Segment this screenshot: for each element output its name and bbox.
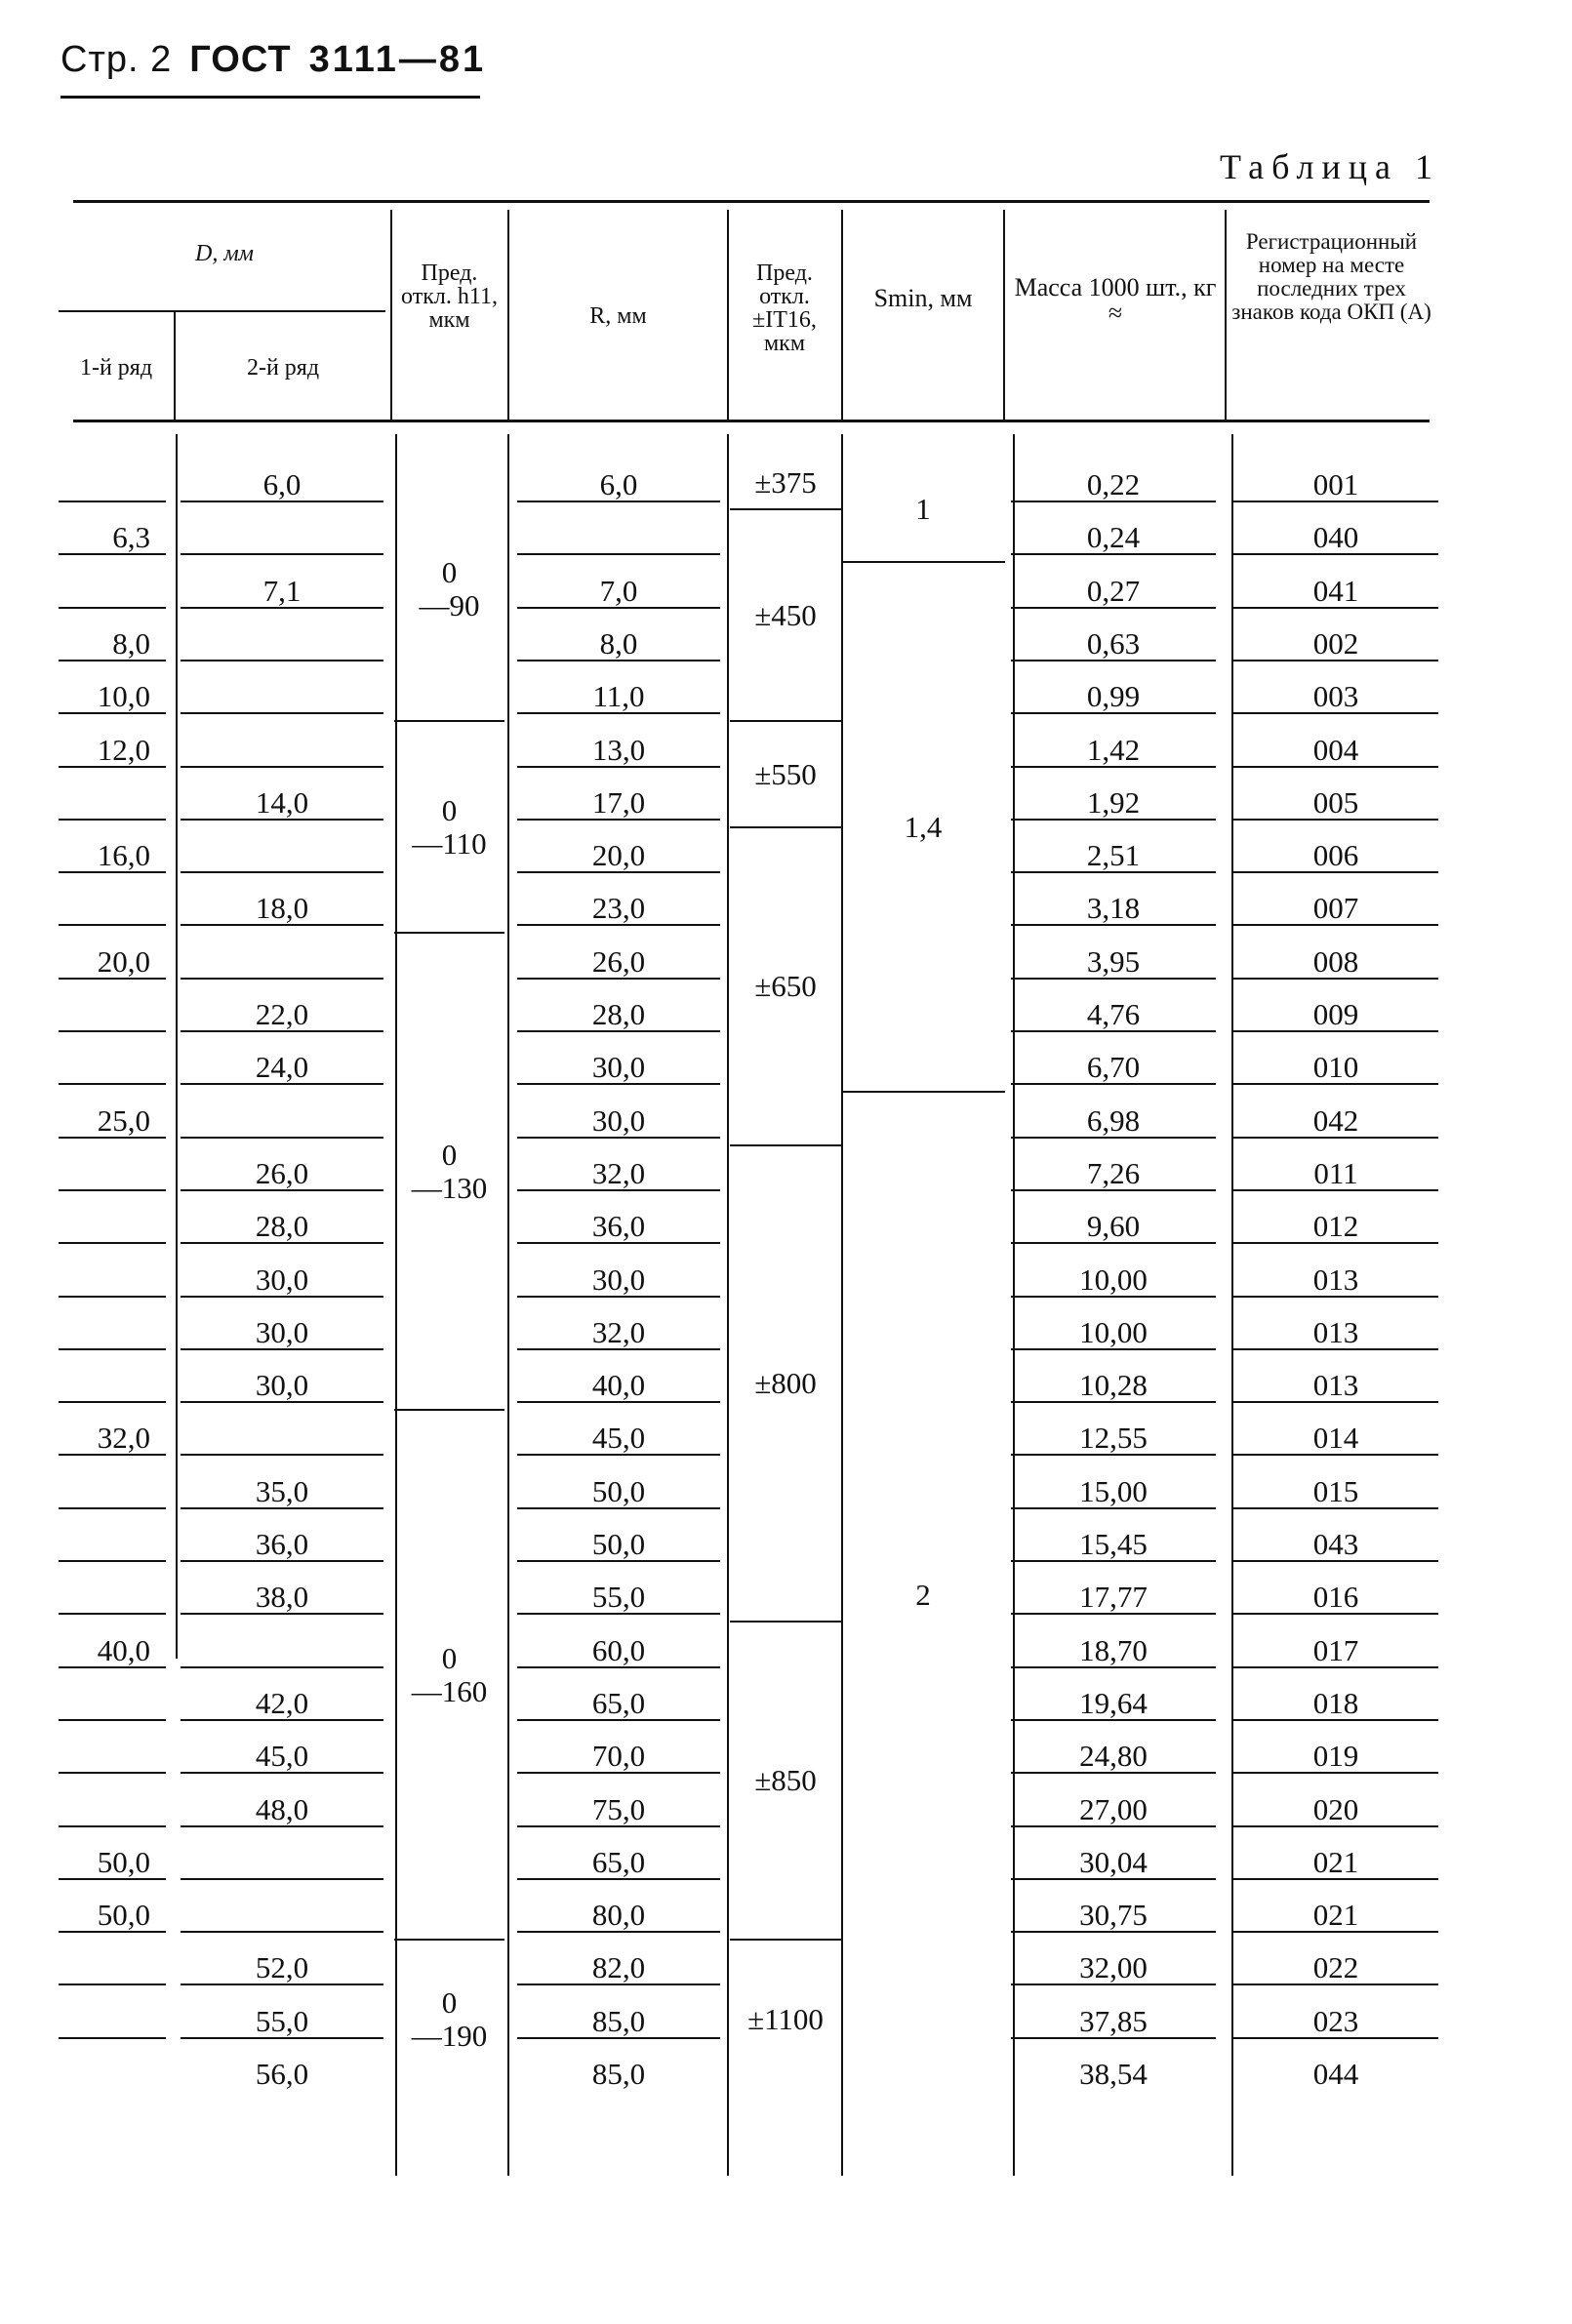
r-cell: 60,0 [517,1629,720,1668]
mass-cell: 19,64 [1011,1682,1216,1721]
page-number-label [60,39,172,81]
mass-cell: 12,55 [1011,1417,1216,1456]
header-h11: Пред. откл. h11, мкм [401,260,498,333]
r-cell: 7,0 [517,570,720,609]
r-cell: 50,0 [517,1523,720,1562]
smin-value: 2 [915,1578,931,1613]
d1-cell [59,1470,166,1509]
mass-cell: 38,54 [1079,2057,1148,2091]
r-cell: 65,0 [517,1841,720,1880]
column-divider [841,434,843,2176]
d2-cell [181,1417,383,1456]
mass-cell: 17,77 [1011,1576,1216,1615]
header-row2: 2-й ряд [246,355,320,381]
mass-cell: 0,27 [1011,570,1216,609]
d2-cell: 28,0 [181,1205,383,1244]
mass-cell: 27,00 [1011,1788,1216,1827]
h11-group [398,1411,501,1939]
it16-group [734,510,837,720]
d2-cell [181,1894,383,1933]
r-cell: 6,0 [517,463,720,502]
code-cell: 002 [1233,622,1438,661]
d2-cell: 56,0 [255,2057,309,2091]
r-cell: 13,0 [517,729,720,768]
header-reg: Регистрационный номер на месте последних трех знаков кода ОКП (А) [1231,229,1431,324]
h11-upper: 0 [441,792,458,827]
column-divider [395,434,397,2176]
mass-cell: 4,76 [1011,993,1216,1032]
column-divider [176,434,178,1659]
code-cell: 013 [1233,1364,1438,1403]
code-cell: 015 [1233,1470,1438,1509]
d-subheader-rule [59,310,385,312]
d1-cell [59,1259,166,1298]
header-divider [1225,210,1227,420]
header-row1: 1-й ряд [79,355,153,381]
r-cell: 28,0 [517,993,720,1032]
code-cell: 022 [1233,1946,1438,1985]
h11-upper: 0 [441,1984,458,2020]
standard-name: ГОСТ [189,39,292,80]
d1-cell [59,2053,166,2092]
it16-group [734,458,837,508]
r-cell: 11,0 [517,675,720,714]
d2-cell: 38,0 [181,1576,383,1615]
r-cell: 80,0 [517,1894,720,1933]
r-cell: 32,0 [517,1152,720,1191]
d2-cell: 35,0 [181,1470,383,1509]
r-cell: 65,0 [517,1682,720,1721]
d1-cell [59,1152,166,1191]
it16-value: ±375 [754,465,817,500]
mass-cell: 7,26 [1011,1152,1216,1191]
mass-cell: 10,00 [1011,1259,1216,1298]
smin-value: 1,4 [904,809,943,844]
code-cell: 001 [1233,463,1438,502]
r-cell: 75,0 [517,1788,720,1827]
h11-group [398,458,501,720]
d2-cell [181,834,383,873]
it16-value: ±550 [754,756,817,791]
d2-cell: 22,0 [181,993,383,1032]
d2-cell: 55,0 [181,2000,383,2039]
header-smin: Smin, мм [873,284,973,312]
mass-cell: 3,95 [1011,941,1216,980]
code-cell: 016 [1233,1576,1438,1615]
header-it16: Пред. откл. ±IT16, мкм [752,260,817,356]
table-head-rule [73,420,1430,422]
d1-cell [59,1046,166,1085]
d2-cell [181,622,383,661]
d2-cell: 52,0 [181,1946,383,1985]
d2-cell: 42,0 [181,1682,383,1721]
code-cell: 005 [1233,781,1438,821]
r-cell: 8,0 [517,622,720,661]
code-cell: 017 [1233,1629,1438,1668]
header-mass: Масса 1000 шт., кг ≈ [1014,273,1217,327]
page-header [60,39,486,81]
d1-cell [59,1735,166,1774]
r-cell: 26,0 [517,941,720,980]
d2-cell [181,675,383,714]
header-rule [60,96,480,99]
code-cell: 013 [1233,1311,1438,1350]
d1-cell: 10,0 [59,675,166,714]
it16-group [734,828,837,1144]
d1-cell: 50,0 [59,1894,166,1933]
mass-cell: 0,99 [1011,675,1216,714]
d1-cell [59,781,166,821]
d1-cell: 20,0 [59,941,166,980]
code-cell: 010 [1233,1046,1438,1085]
mass-cell: 6,70 [1011,1046,1216,1085]
h11-group [398,723,501,933]
mass-cell: 0,63 [1011,622,1216,661]
d1-cell [59,887,166,926]
code-cell: 021 [1233,1894,1438,1933]
code-cell: 021 [1233,1841,1438,1880]
code-cell: 020 [1233,1788,1438,1827]
d2-cell: 30,0 [181,1259,383,1298]
d2-cell: 30,0 [181,1311,383,1350]
mass-cell: 18,70 [1011,1629,1216,1668]
smin-group [845,1094,1001,2098]
code-cell: 042 [1233,1100,1438,1139]
r-cell: 17,0 [517,781,720,821]
header-divider [727,210,729,420]
code-cell: 009 [1233,993,1438,1032]
d1-cell [59,1788,166,1827]
code-cell: 004 [1233,729,1438,768]
r-cell: 45,0 [517,1417,720,1456]
d1-cell [59,2000,166,2039]
r-cell: 85,0 [517,2000,720,2039]
standard-code: 3111—81 [308,39,487,80]
it16-group [734,723,837,826]
r-cell: 30,0 [517,1259,720,1298]
page-label: Стр. [60,39,140,80]
d1-cell [59,1311,166,1350]
mass-cell: 1,42 [1011,729,1216,768]
code-cell: 014 [1233,1417,1438,1456]
smin-value: 1 [915,492,931,527]
r-cell: 70,0 [517,1735,720,1774]
d2-cell [181,729,383,768]
code-cell: 011 [1233,1152,1438,1191]
r-cell: 36,0 [517,1205,720,1244]
it16-group [734,1941,837,2098]
code-cell: 012 [1233,1205,1438,1244]
it16-value: ±1100 [747,2001,824,2036]
mass-cell: 0,22 [1011,463,1216,502]
code-cell: 013 [1233,1259,1438,1298]
h11-upper: 0 [441,554,458,589]
r-cell [517,516,720,555]
mass-cell: 0,24 [1011,516,1216,555]
r-cell: 23,0 [517,887,720,926]
header-r: R, мм [589,303,647,329]
d1-cell: 40,0 [59,1629,166,1668]
mass-cell: 24,80 [1011,1735,1216,1774]
d1-cell [59,463,166,502]
h11-lower: —130 [411,1170,488,1205]
h11-lower: —160 [411,1673,488,1708]
code-cell: 041 [1233,570,1438,609]
r-cell: 30,0 [517,1100,720,1139]
mass-cell: 30,75 [1011,1894,1216,1933]
d1-cell: 16,0 [59,834,166,873]
table-top-rule [73,200,1430,203]
mass-cell: 10,28 [1011,1364,1216,1403]
h11-lower: —110 [412,825,487,861]
d2-cell: 7,1 [181,570,383,609]
d1-cell [59,1523,166,1562]
code-cell: 008 [1233,941,1438,980]
code-cell: 044 [1312,2057,1359,2091]
r-cell: 85,0 [591,2057,646,2091]
code-cell: 018 [1233,1682,1438,1721]
smin-group [845,458,1001,561]
mass-cell: 32,00 [1011,1946,1216,1985]
mass-cell: 15,00 [1011,1470,1216,1509]
h11-lower: —190 [411,2018,488,2053]
mass-cell: 3,18 [1011,887,1216,926]
d1-cell [59,570,166,609]
mass-cell: 2,51 [1011,834,1216,873]
it16-group [734,1623,837,1940]
d1-cell [59,1364,166,1403]
mass-cell: 15,45 [1011,1523,1216,1562]
d2-cell: 6,0 [181,463,383,502]
h11-upper: 0 [441,1640,458,1675]
smin-group [845,564,1001,1092]
d1-cell [59,1682,166,1721]
d2-cell [181,1629,383,1668]
h11-lower: —90 [419,587,480,622]
d1-cell: 12,0 [59,729,166,768]
d2-cell: 18,0 [181,887,383,926]
d1-cell: 8,0 [59,622,166,661]
d1-cell: 32,0 [59,1417,166,1456]
d1-cell [59,1576,166,1615]
r-cell: 40,0 [517,1364,720,1403]
it16-value: ±450 [754,597,817,632]
it16-value: ±800 [754,1366,817,1401]
h11-group [398,1941,501,2098]
r-cell: 32,0 [517,1311,720,1350]
r-cell: 20,0 [517,834,720,873]
column-divider [507,434,509,2176]
r-cell: 82,0 [517,1946,720,1985]
d2-cell: 26,0 [181,1152,383,1191]
mass-cell: 6,98 [1011,1100,1216,1139]
code-cell: 043 [1233,1523,1438,1562]
r-cell: 30,0 [517,1046,720,1085]
code-cell: 019 [1233,1735,1438,1774]
header-divider [841,210,843,420]
mass-cell: 9,60 [1011,1205,1216,1244]
d1-cell [59,1946,166,1985]
d1-cell [59,993,166,1032]
d2-cell: 45,0 [181,1735,383,1774]
code-cell: 023 [1233,2000,1438,2039]
d2-cell: 36,0 [181,1523,383,1562]
d2-cell [181,1100,383,1139]
d2-cell: 14,0 [181,781,383,821]
d2-cell [181,1841,383,1880]
code-cell: 040 [1233,516,1438,555]
code-cell: 006 [1233,834,1438,873]
d2-cell: 48,0 [181,1788,383,1827]
d1-cell: 25,0 [59,1100,166,1139]
mass-cell: 10,00 [1011,1311,1216,1350]
d2-cell: 30,0 [181,1364,383,1403]
d2-cell [181,941,383,980]
header-divider [390,210,392,420]
d2-cell [181,516,383,555]
r-cell: 50,0 [517,1470,720,1509]
d1-cell: 6,3 [59,516,166,555]
header-divider [1003,210,1005,420]
table-label: Таблица 1 [1220,147,1440,186]
column-divider [727,434,729,2176]
code-cell: 003 [1233,675,1438,714]
it16-value: ±650 [754,968,817,1003]
it16-group [734,1146,837,1621]
r-cell: 55,0 [517,1576,720,1615]
header-d-group: D, мм [195,241,254,266]
d1-cell: 50,0 [59,1841,166,1880]
h11-group [398,935,501,1409]
h11-upper: 0 [441,1137,458,1172]
mass-cell: 30,04 [1011,1841,1216,1880]
page-number: 2 [150,39,173,80]
it16-value: ±850 [754,1763,817,1798]
d2-cell: 24,0 [181,1046,383,1085]
mass-cell: 37,85 [1011,2000,1216,2039]
mass-cell: 1,92 [1011,781,1216,821]
d1-cell [59,1205,166,1244]
code-cell: 007 [1233,887,1438,926]
